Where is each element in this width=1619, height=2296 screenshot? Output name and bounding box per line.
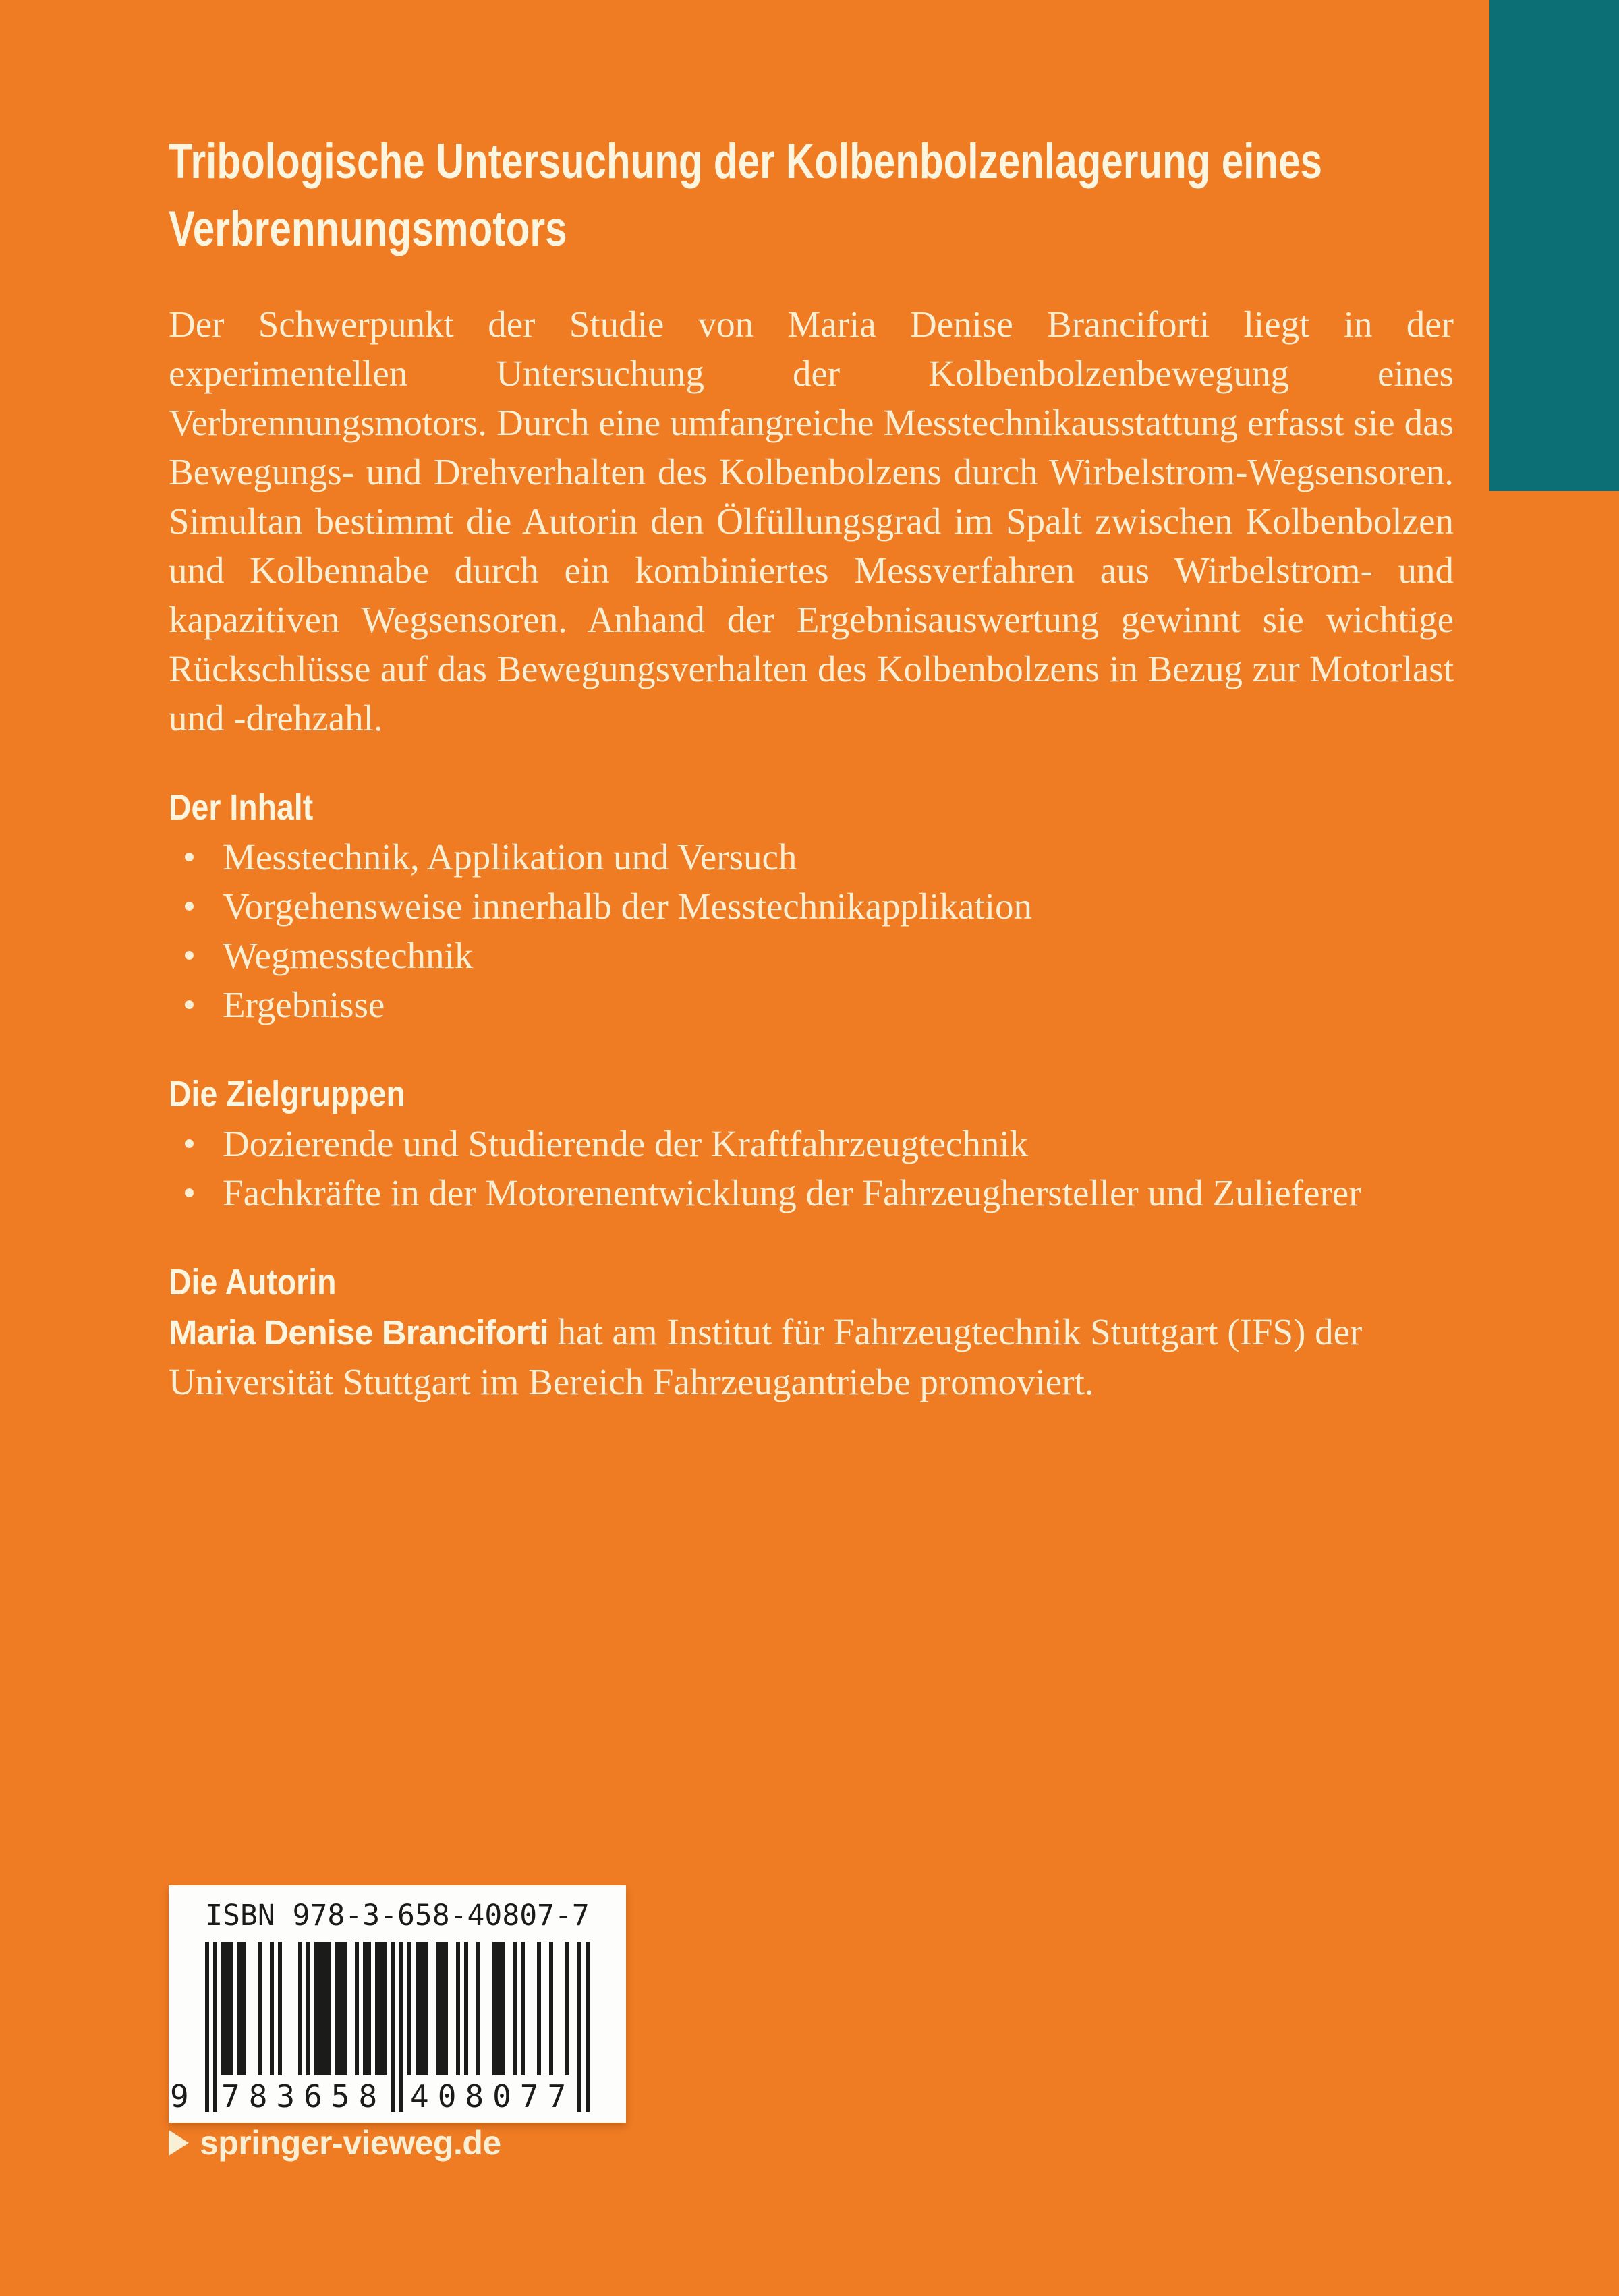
barcode-bar	[586, 1942, 590, 2112]
author-name: Maria Denise Branciforti	[169, 1313, 548, 1352]
list-item-label: Wegmesstechnik	[223, 935, 474, 976]
list-item-label: Messtechnik, Applikation und Versuch	[223, 836, 797, 878]
list-item	[169, 882, 1454, 931]
list-item-label: Ergebnisse	[223, 984, 385, 1025]
bullet-icon	[185, 902, 194, 911]
list-item	[169, 1119, 1454, 1168]
author-text: hat am Institut für Fahrzeugtechnik Stuttgart (IFS) der Universität Stuttgart im Bereich Fahrzeugantriebe promoviert.	[169, 1311, 1363, 1402]
publisher-url: springer-vieweg.de	[200, 2124, 501, 2162]
barcode-digits-left: 783658	[221, 2078, 387, 2115]
barcode	[170, 1942, 590, 2115]
bullet-icon	[185, 951, 194, 960]
list-item	[169, 931, 1454, 980]
list-item	[169, 1168, 1454, 1217]
section-autorin	[169, 1258, 1454, 1406]
bullet-icon	[185, 1000, 194, 1009]
barcode-digits-right: 408077	[410, 2078, 575, 2115]
publisher-footer	[169, 2123, 501, 2162]
section-zielgruppen	[169, 1070, 1454, 1217]
bullet-list-zielgruppen	[169, 1119, 1454, 1217]
book-blurb: Der Schwerpunkt der Studie von Maria Denise Branciforti liegt in der experimentellen Untersuchung der Kolbenbolzenbewegung eines Verbrennungsmotors. Durch eine umfangreiche Messtechnikausstattung erfasst sie das Bewegungs- und Drehverhalten des Kolbenbolzens durch Wirbelstrom-Wegsensoren. Simultan bestimmt die Autorin den Ölfüllungsgrad im Spalt zwischen Kolbenbolzen und Kolbennabe durch ein kombiniertes Messverfahren aus Wirbelstrom- und kapazitiven Wegsensoren. Anhand der Ergebnisauswertung gewinnt sie wichtige Rückschlüsse auf das Bewegungsverhalten des Kolbenbolzens in Bezug zur Motorlast und -drehzahl.	[169, 304, 1454, 739]
barcode-digit-lead: 9	[170, 2078, 189, 2115]
list-item	[169, 980, 1454, 1029]
book-title: Tribologische Untersuchung der Kolbenbolzenlagerung eines Verbrennungsmotors	[169, 134, 1323, 256]
isbn-box	[169, 1885, 626, 2123]
section-heading-inhalt: Der Inhalt	[169, 787, 314, 828]
publisher-arrow-icon	[169, 2130, 189, 2156]
isbn-label: ISBN 978-3-658-40807-7	[205, 1899, 590, 1932]
list-item	[169, 832, 1454, 882]
list-item-label: Fachkräfte in der Motorenentwicklung der Fahrzeughersteller und Zulieferer	[223, 1172, 1361, 1213]
author-paragraph	[169, 1307, 1454, 1406]
section-heading-autorin: Die Autorin	[169, 1262, 337, 1302]
bullet-icon	[185, 853, 194, 861]
bullet-list-inhalt	[169, 832, 1454, 1029]
list-item-label: Dozierende und Studierende der Kraftfahrzeugtechnik	[223, 1123, 1029, 1164]
cover-content	[169, 128, 1454, 1406]
accent-bar	[1489, 0, 1619, 491]
bullet-icon	[185, 1139, 194, 1148]
bullet-icon	[185, 1188, 194, 1197]
section-inhalt	[169, 783, 1454, 1029]
list-item-label: Vorgehensweise innerhalb der Messtechnikapplikation	[223, 886, 1033, 927]
section-heading-zielgruppen: Die Zielgruppen	[169, 1074, 405, 1114]
